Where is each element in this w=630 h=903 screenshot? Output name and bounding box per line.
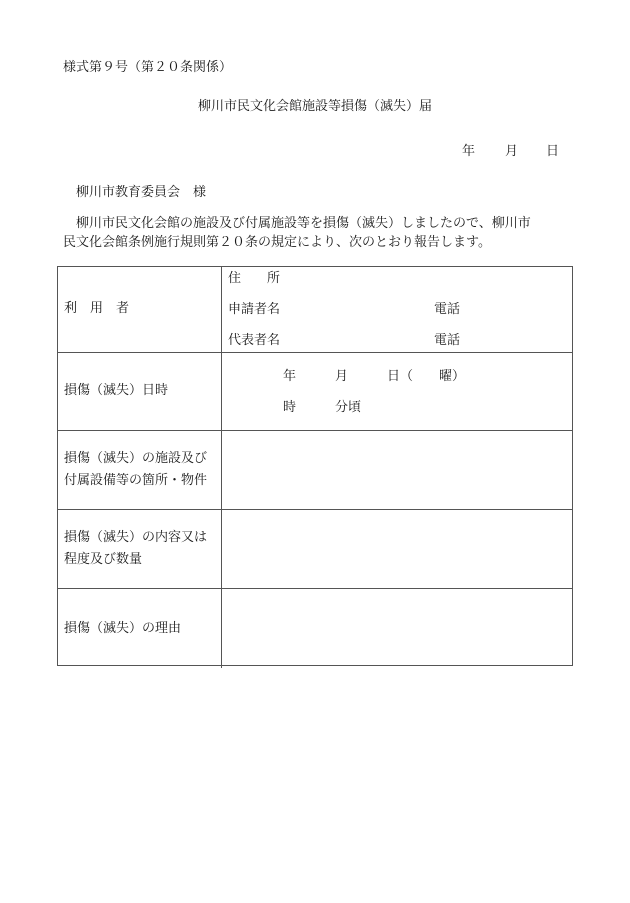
addressee: 柳川市教育委員会 様 [76,185,207,200]
applicant-phone-label: 電話 [434,302,461,317]
table-row-user [58,267,572,352]
date-year-label: 年 [462,144,476,159]
reason-label-cell [58,589,222,668]
document-title: 柳川市民文化会館施設等損傷（滅失）届 [197,99,432,114]
reason-value-cell[interactable] [222,589,572,668]
datetime-label: 損傷（滅失）日時 [64,383,169,398]
datetime-time-line: 時 分頃 [283,400,362,415]
table-row-datetime [58,352,572,431]
representative-phone-label: 電話 [434,333,461,348]
address-label: 住 所 [228,271,281,286]
report-table [57,266,573,666]
content-label-line-2: 程度及び数量 [64,552,143,567]
content-value-cell[interactable] [222,510,572,589]
table-row-reason [58,588,572,668]
table-row-place [58,430,572,510]
content-label-line-1: 損傷（滅失）の内容又は [64,530,208,545]
body-text [63,214,563,252]
datetime-value-cell[interactable] [222,353,572,431]
place-label-cell [58,431,222,510]
user-label-cell [58,267,222,352]
reason-label: 損傷（滅失）の理由 [64,621,182,636]
body-line-1: 柳川市民文化会館の施設及び付属施設等を損傷（滅失）しましたので、柳川市 [76,216,531,231]
datetime-label-cell [58,353,222,431]
applicant-name-label: 申請者名 [228,302,281,317]
place-label-line-1: 損傷（滅失）の施設及び [64,451,208,466]
date-day-label: 日 [546,144,560,159]
user-value-cell[interactable] [222,267,572,352]
form-number-label: 様式第９号（第２０条関係） [63,60,233,75]
datetime-date-line: 年 月 日（ 曜） [283,369,466,384]
body-line-2: 民文化会館条例施行規則第２０条の規定により、次のとおり報告します。 [63,235,491,250]
content-label-cell [58,510,222,589]
user-label: 利 用 者 [64,301,130,316]
place-label-line-2: 付属設備等の箇所・物件 [64,473,208,488]
place-value-cell[interactable] [222,431,572,510]
table-row-content [58,509,572,589]
date-month-label: 月 [505,144,519,159]
representative-name-label: 代表者名 [228,333,281,348]
